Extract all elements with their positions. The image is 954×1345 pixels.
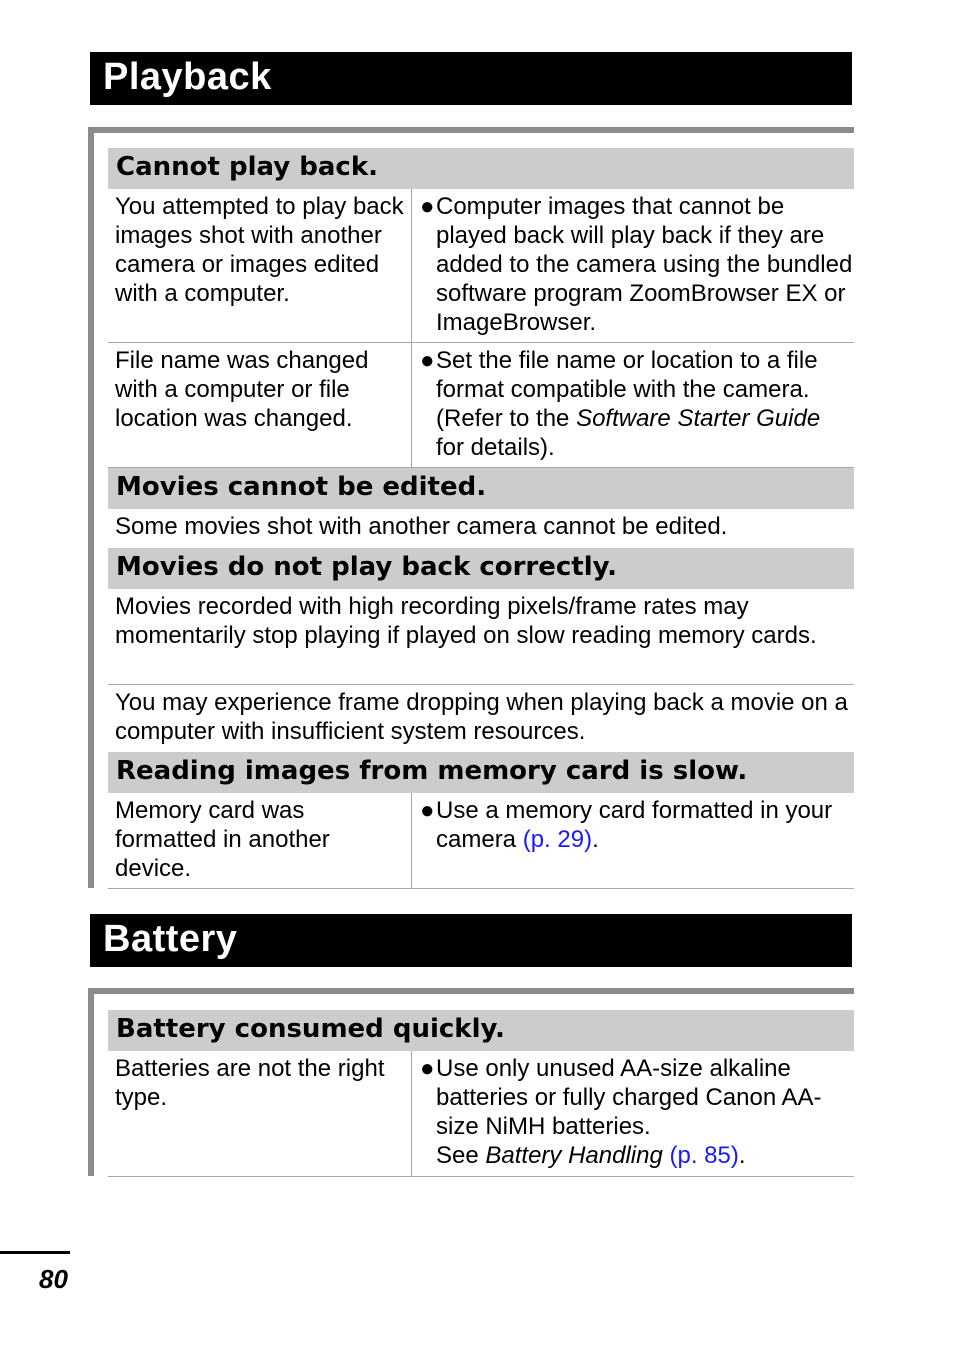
reading-slow-heading-text: Reading images from memory card is slow. <box>116 756 748 786</box>
battery-section-header <box>90 914 852 967</box>
movies-play-text-1: Movies recorded with high recording pixels/frame rates may momentarily stop playing if played on slow reading memory cards. <box>115 593 817 649</box>
row-cause: File name was changed with a computer or file location was changed. <box>115 347 369 432</box>
page-29-link[interactable]: (p. 29) <box>522 826 593 853</box>
playback-left-rule <box>88 127 94 888</box>
software-starter-guide-ref: Software Starter Guide <box>576 405 821 432</box>
column-divider <box>411 793 412 888</box>
row-remedy <box>420 1054 854 1170</box>
bullet-icon: ● <box>420 193 435 220</box>
row-remedy-text: Computer images that cannot be played back will play back if they are added to the camera using the bundled software program ZoomBrowser EX or ImageBrowser. <box>436 193 853 336</box>
battery-left-rule <box>88 988 94 1176</box>
movies-edit-text: Some movies shot with another camera cannot be edited. <box>115 513 728 540</box>
column-divider <box>411 1051 412 1176</box>
row-remedy-text: Use only unused AA-size alkaline batteries or fully charged Canon AA-size NiMH batteries. <box>436 1055 822 1140</box>
row-remedy-text: Use a memory card formatted in your camera <box>436 797 833 853</box>
row-remedy-text-end: . <box>738 1142 746 1169</box>
page-number: 80 <box>39 1264 68 1294</box>
playback-top-rule <box>88 127 854 133</box>
column-divider <box>411 189 412 342</box>
movies-play-text-2: You may experience frame dropping when playing back a movie on a computer with insufficient system resources. <box>115 689 848 745</box>
row-remedy <box>420 796 854 854</box>
movies-edit-row <box>108 509 854 548</box>
row-remedy-text: Set the file name or location to a file format compatible with the camera. (Refer to the <box>436 347 818 432</box>
reading-slow-row <box>108 793 854 889</box>
playback-section-header <box>90 52 852 105</box>
movies-play-row-1 <box>108 589 854 685</box>
row-cause: Batteries are not the right type. <box>115 1055 385 1111</box>
row-remedy <box>420 192 854 337</box>
cannot-play-heading-text: Cannot play back. <box>116 152 378 182</box>
column-divider <box>411 343 412 467</box>
movies-edit-heading-text: Movies cannot be edited. <box>116 472 487 502</box>
battery-consumed-row <box>108 1051 854 1177</box>
row-remedy-text-end: . <box>592 826 599 853</box>
battery-title: Battery <box>103 918 238 960</box>
row-cause: Memory card was formatted in another device. <box>115 797 330 882</box>
page-85-link[interactable]: (p. 85) <box>669 1142 739 1169</box>
cannot-play-row-1 <box>108 189 854 343</box>
cannot-play-row-2 <box>108 343 854 468</box>
see-text: See <box>436 1142 486 1169</box>
bullet-icon: ● <box>420 1055 435 1082</box>
battery-consumed-heading-text: Battery consumed quickly. <box>116 1014 505 1044</box>
row-remedy-text-end: for details). <box>436 434 555 461</box>
battery-consumed-heading <box>108 1010 854 1051</box>
bullet-icon: ● <box>420 347 435 374</box>
movies-play-heading-text: Movies do not play back correctly. <box>116 552 618 582</box>
row-cause: You attempted to play back images shot with another camera or images edited with a computer. <box>115 193 404 307</box>
row-remedy <box>420 346 854 462</box>
reading-slow-heading <box>108 752 854 793</box>
page-number-rule <box>0 1251 70 1254</box>
battery-handling-ref: Battery Handling <box>485 1142 663 1169</box>
bullet-icon: ● <box>420 797 435 824</box>
playback-title: Playback <box>103 56 272 98</box>
cannot-play-heading <box>108 148 854 189</box>
movies-play-row-2 <box>108 685 854 752</box>
movies-edit-heading <box>108 468 854 509</box>
movies-play-heading <box>108 548 854 589</box>
battery-top-rule <box>88 988 854 994</box>
